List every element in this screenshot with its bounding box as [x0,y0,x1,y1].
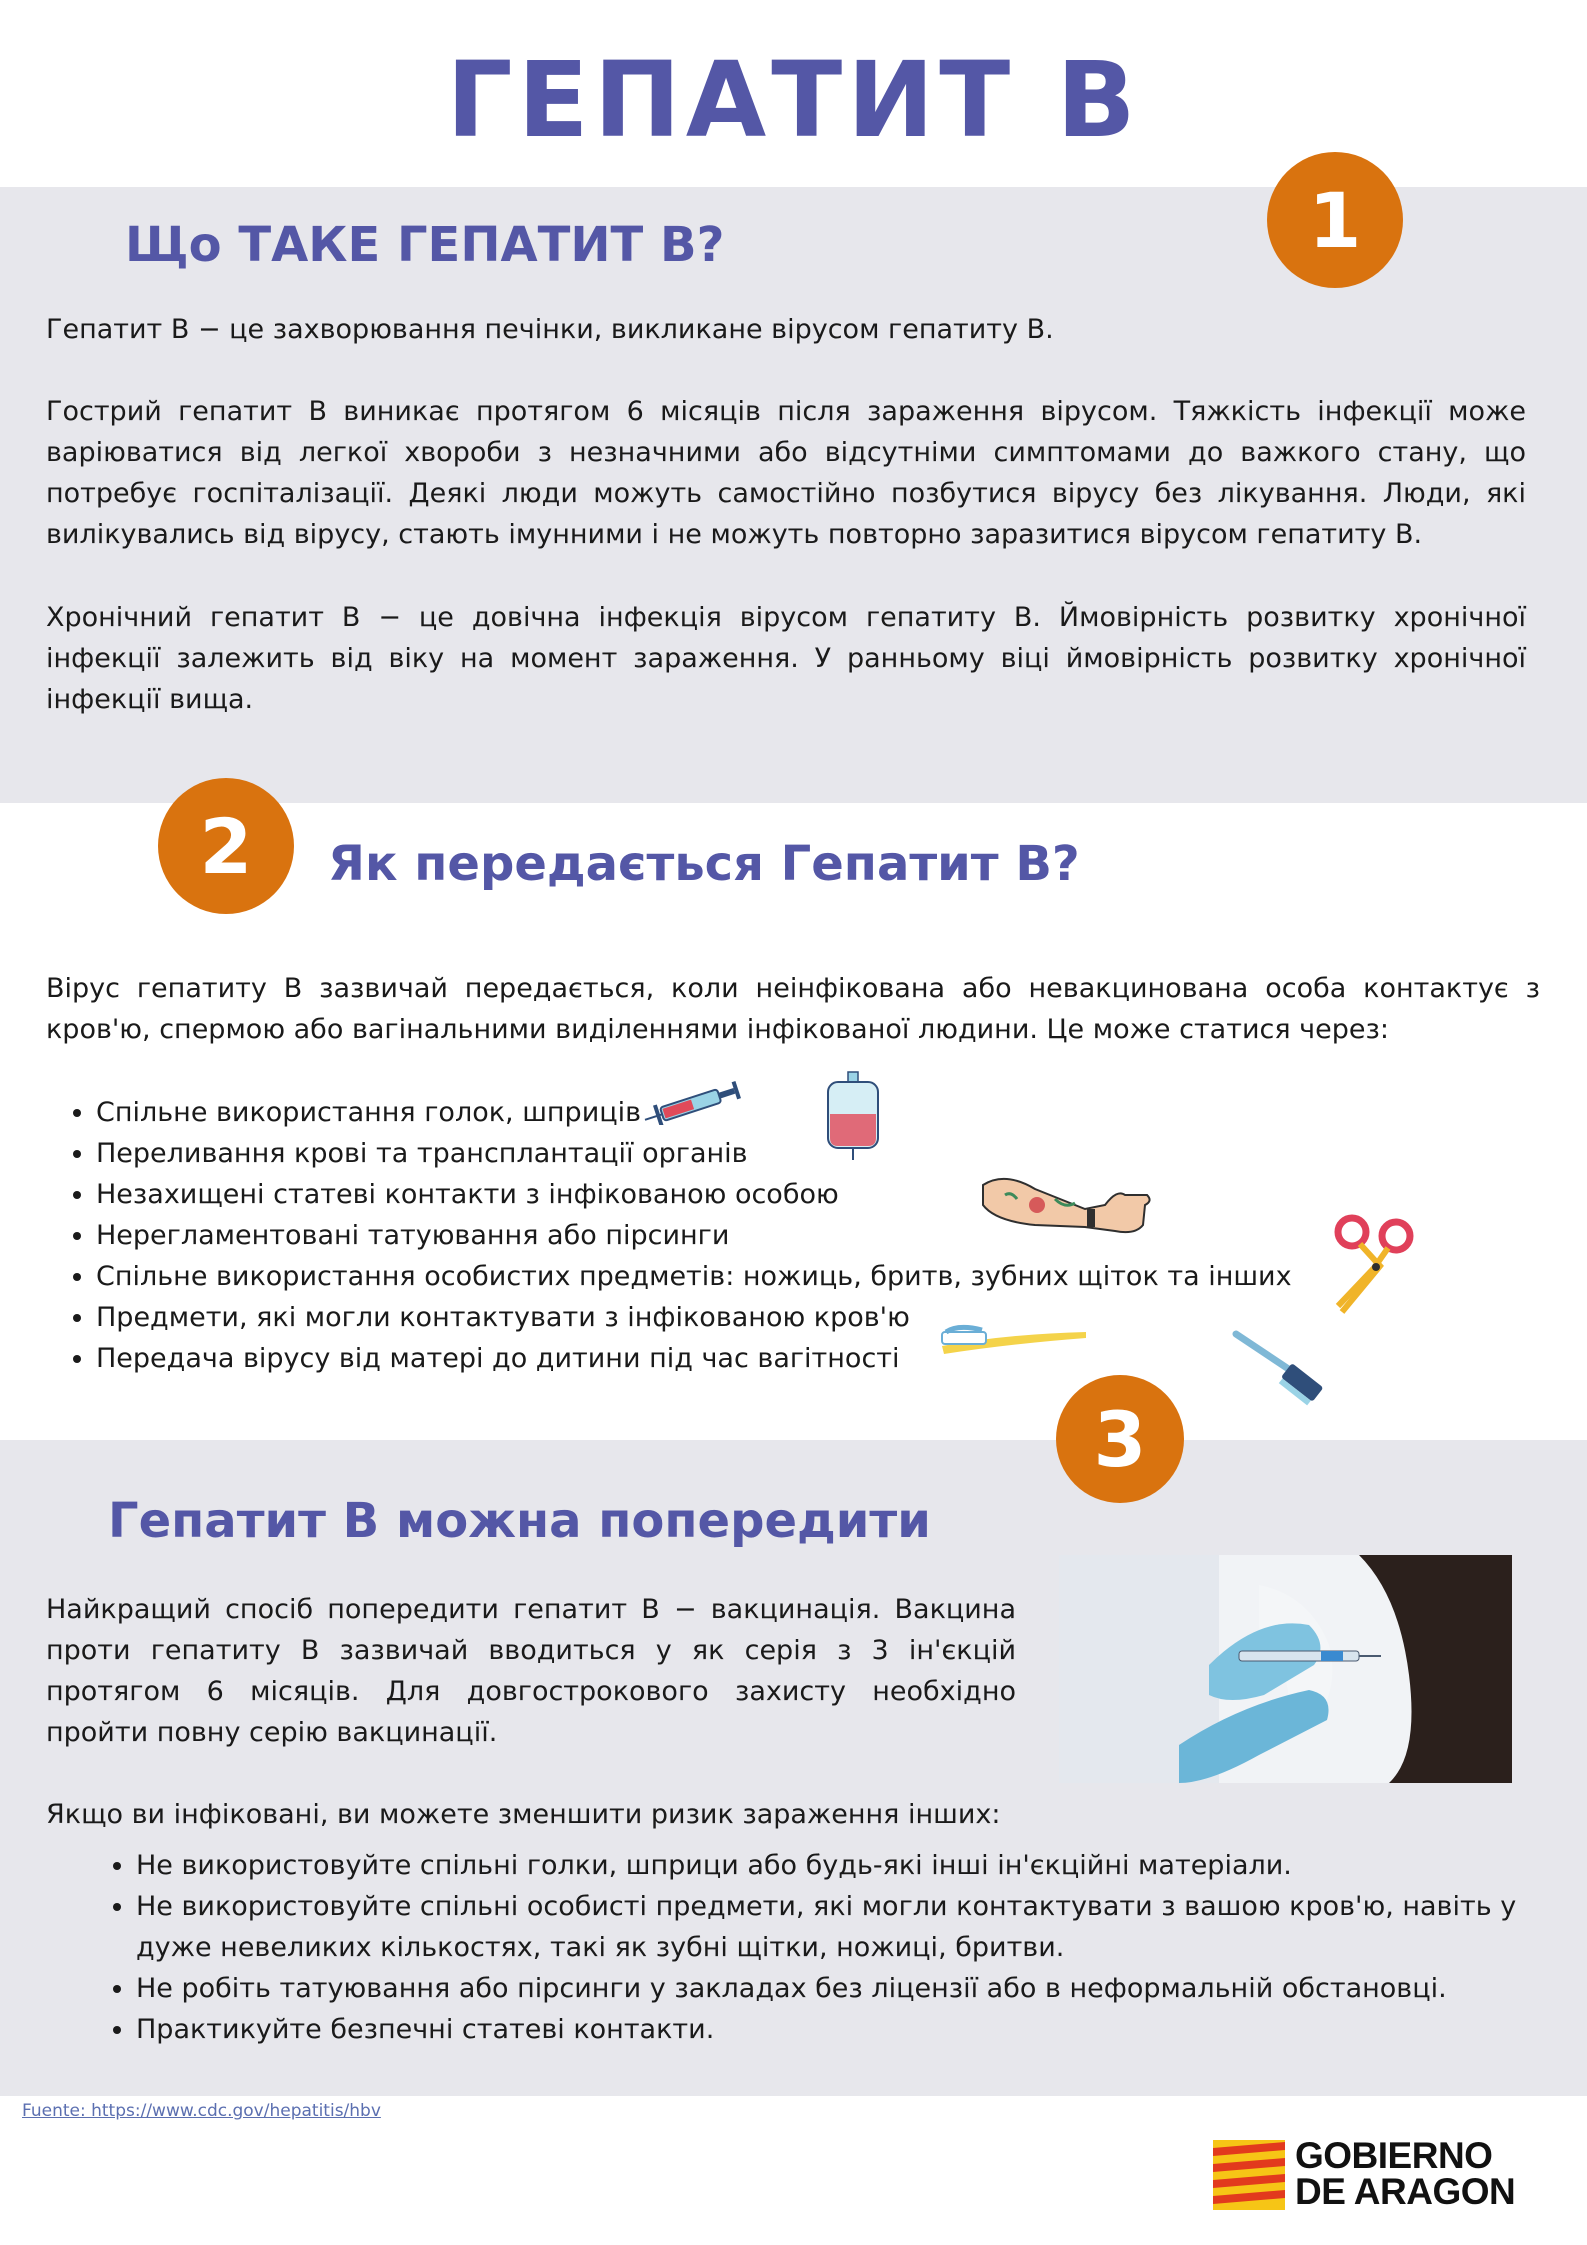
vaccination-photo [1059,1555,1512,1783]
section-1-paragraph: Хронічний гепатит В − це довічна інфекція вірусом гепатиту В. Ймовірність розвитку хронічної інфекції залежить від віку на момент зараження. У ранньому віці ймовірність розвитку хронічної інфекції вища. [46,602,1526,715]
list-item: • Предмети, які могли контактувати з інфікованою кров'ю [96,1297,1346,1338]
section-2-intro: Вірус гепатиту В зазвичай передається, коли неінфікована або невакцинована особа контактує з кров'ю, спермою або вагінальними виділеннями інфікованої людини. Це може статися через: [46,973,1540,1045]
scissors-icon [1330,1210,1420,1316]
toothbrush-icon [938,1324,1090,1364]
blood-bag-icon [822,1070,884,1162]
list-item: • Не використовуйте спільні особисті предмети, які могли контактувати з вашою кров'ю, навіть у дуже невеликих кількостях, такі як зубні щітки, ножиці, бритви. [136,1886,1526,1968]
syringe-icon [638,1077,768,1125]
section-2-number-badge: 2 [158,778,294,914]
section-2-heading: Як передається Гепатит В? [328,836,1080,892]
section-1-paragraph: Гепатит В − це захворювання печінки, викликане вірусом гепатиту В. [46,314,1054,345]
list-item: • Переливання крові та трансплантації органів [96,1133,1346,1174]
aragon-flag-icon [1213,2140,1285,2210]
section-3-intro: Якщо ви інфіковані, ви можете зменшити ризик зараження інших: [46,1799,1001,1830]
list-item: • Спільне використання голок, шприців [96,1092,1346,1133]
section-3-heading: Гепатит В можна попередити [108,1493,931,1549]
list-item: • Спільне використання особистих предметів: ножиць, бритв, зубних щіток та інших [96,1256,1346,1297]
logo-line-1: GOBIERNO [1295,2135,1493,2176]
section-1-heading: Що ТАКЕ ГЕПАТИТ В? [125,217,725,273]
list-item: • Практикуйте безпечні статеві контакти. [136,2009,1526,2050]
page-title: ГЕПАТИТ В [446,39,1141,161]
section-1-paragraph: Гострий гепатит В виникає протягом 6 місяців після зараження вірусом. Тяжкість інфекції може варіюватися від легкої хвороби з незначними або відсутніми симптомами до важкого стану, що потребує госпіталізації. Деякі люди можуть самостійно позбутися вірусу без лікування. Люди, які вилікувались від вірусу, стають імунними і не можуть повторно заразитися вірусом гепатиту В. [46,396,1526,550]
source-link[interactable]: Fuente: https://www.cdc.gov/hepatitis/hbv [22,2101,381,2121]
list-item: • Не робіть татуювання або пірсинги у закладах без ліцензії або в неформальній обстановці. [136,1968,1526,2009]
logo-line-2: DE ARAGON [1295,2171,1516,2212]
tattooed-arm-icon [975,1165,1155,1245]
list-item: • Нерегламентовані татуювання або пірсинги [96,1215,1346,1256]
section-3-number-badge: 3 [1056,1375,1184,1503]
list-item: • Передача вірусу від матері до дитини під час вагітності [96,1338,1346,1379]
prevention-list [86,1845,1526,2050]
gobierno-de-aragon-logo [1213,2135,1553,2212]
list-item: • Незахищені статеві контакти з інфікованою особою [96,1174,1346,1215]
razor-icon [1232,1330,1328,1406]
logo-text [1295,2135,1516,2212]
section-1-number-badge: 1 [1267,152,1403,288]
list-item: • Не використовуйте спільні голки, шприци або будь-які інші ін'єкційні матеріали. [136,1845,1526,1886]
section-3-paragraph: Найкращий спосіб попередити гепатит В − вакцинація. Вакцина проти гепатиту В зазвичай вводиться у як серія з 3 ін'єкцій протягом 6 місяців. Для довгострокового захисту необхідно пройти повну серію вакцинації. [46,1594,1016,1748]
